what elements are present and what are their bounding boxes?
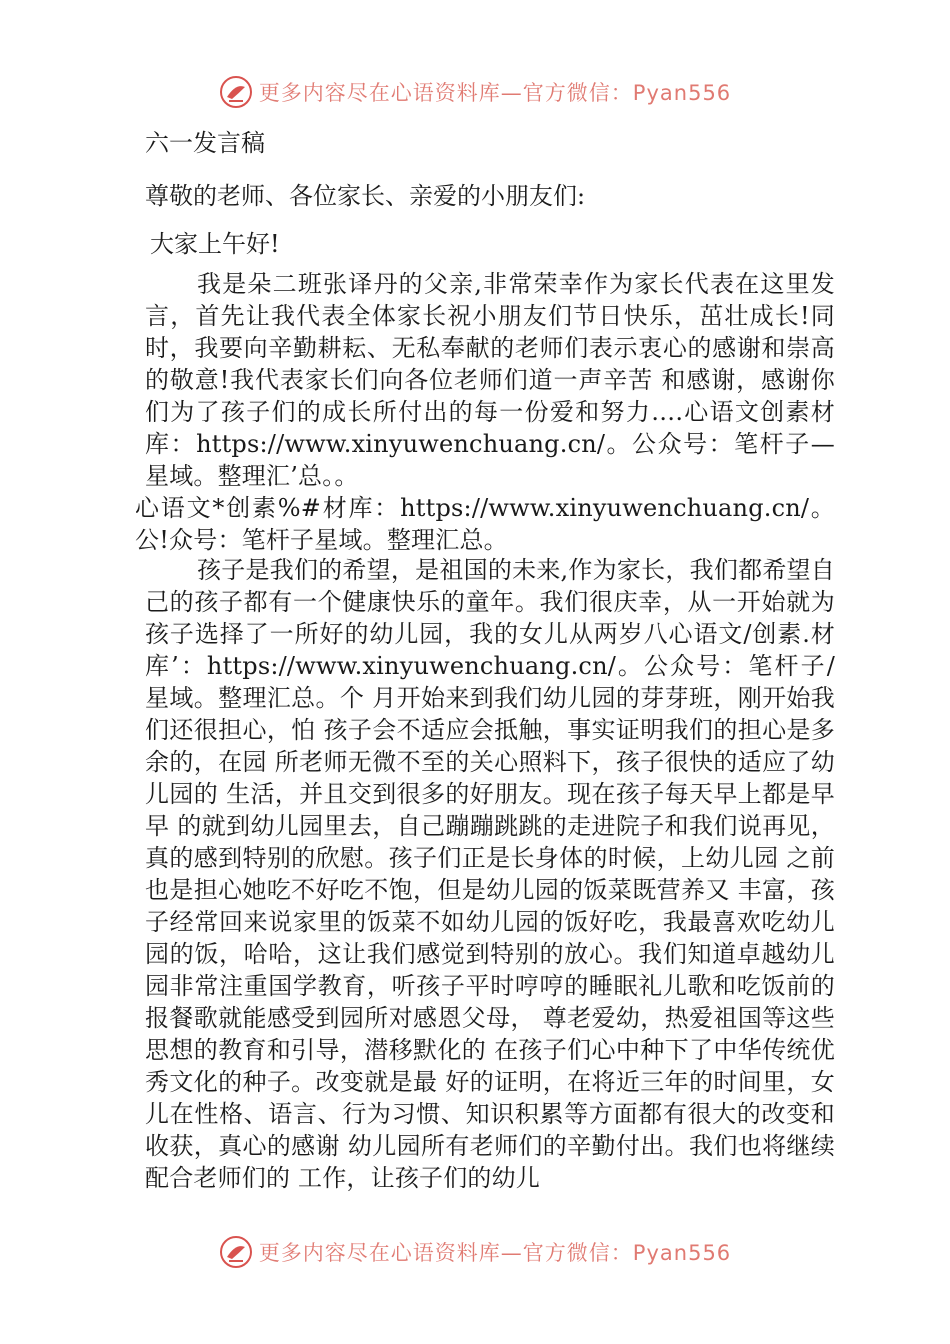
document-title: 六一发言稿 bbox=[145, 129, 265, 157]
book-logo-icon bbox=[219, 75, 253, 109]
book-logo-icon bbox=[219, 1235, 253, 1269]
paragraph-body: 孩子是我们的希望，是祖国的未来,作为家长，我们都希望自己的孩子都有一个健康快乐的童年。我们很庆幸，从一开始就为孩子选择了一所好的幼儿园，我的女儿从两岁八心语文/创素.材库’：https://www.xinyuwenchuang.cn/。公众号：笔杆子/星域。整理汇总。个 月开始来到我们幼儿园的芽芽班，刚开始我们还很担心，怕 孩子会不适应会抵触，事实证明我们的担心是多余的，在园 所老师无微不至的关心照料下，孩子很快的适应了幼儿园的 生活，并且交到很多的好朋友。现在孩子每天早上都是早早 的就到幼儿园里去，自己蹦蹦跳跳的走进院子和我们说再见， 真的感到特别的欣慰。孩子们正是长身体的时候，上幼儿园 之前也是担心她吃不好吃不饱，但是幼儿园的饭菜既营养又 丰富，孩子经常回来说家里的饭菜不如幼儿园的饭好吃，我最喜欢吃幼儿园的饭，哈哈，这让我们感觉到特别的放心。我们知道卓越幼儿园非常注重国学教育，听孩子平时哼哼的睡眠礼儿歌和吃饭前的报餐歌就能感受到园所对感恩父母， 尊老爱幼，热爱祖国等这些思想的教育和引导，潜移默化的 在孩子们心中种下了中华传统优秀文化的种子。改变就是最 好的证明，在将近三年的时间里，女儿在性格、语言、行为习惯、知识积累等方面都有很大的改变和收获，真心的感谢 幼儿园所有老师们的辛勤付出。我们也将继续配合老师们的 工作，让孩子们的幼儿 bbox=[145, 556, 835, 1192]
watermark-text: 更多内容尽在心语资料库—官方微信：Pyan556 bbox=[258, 1241, 732, 1265]
greeting: 大家上午好! bbox=[150, 230, 280, 258]
footer-watermark-banner bbox=[0, 1232, 950, 1272]
salutation: 尊敬的老师、各位家长、亲爱的小朋友们: bbox=[145, 182, 586, 210]
paragraph-notice: 心语文*创素%#材库：https://www.xinyuwenchuang.cn/。公!众号：笔杆子星域。整理汇总。 bbox=[135, 494, 835, 554]
header-watermark-banner bbox=[0, 72, 950, 112]
paragraph-intro: 我是朵二班张译丹的父亲,非常荣幸作为家长代表在这里发言，首先让我代表全体家长祝小朋友们节日快乐，茁壮成长!同时，我要向辛勤耕耘、无私奉献的老师们表示衷心的感谢和崇高的敬意!我代表家长们向各位老师们道一声辛苦 和感谢，感谢你们为了孩子们的成长所付出的每一份爱和努力….心语文创素材库：https://www.xinyuwenchuang.cn/。公众号：笔杆子—星域。整理汇’总。。 bbox=[145, 270, 835, 490]
watermark-text: 更多内容尽在心语资料库—官方微信：Pyan556 bbox=[258, 81, 732, 105]
